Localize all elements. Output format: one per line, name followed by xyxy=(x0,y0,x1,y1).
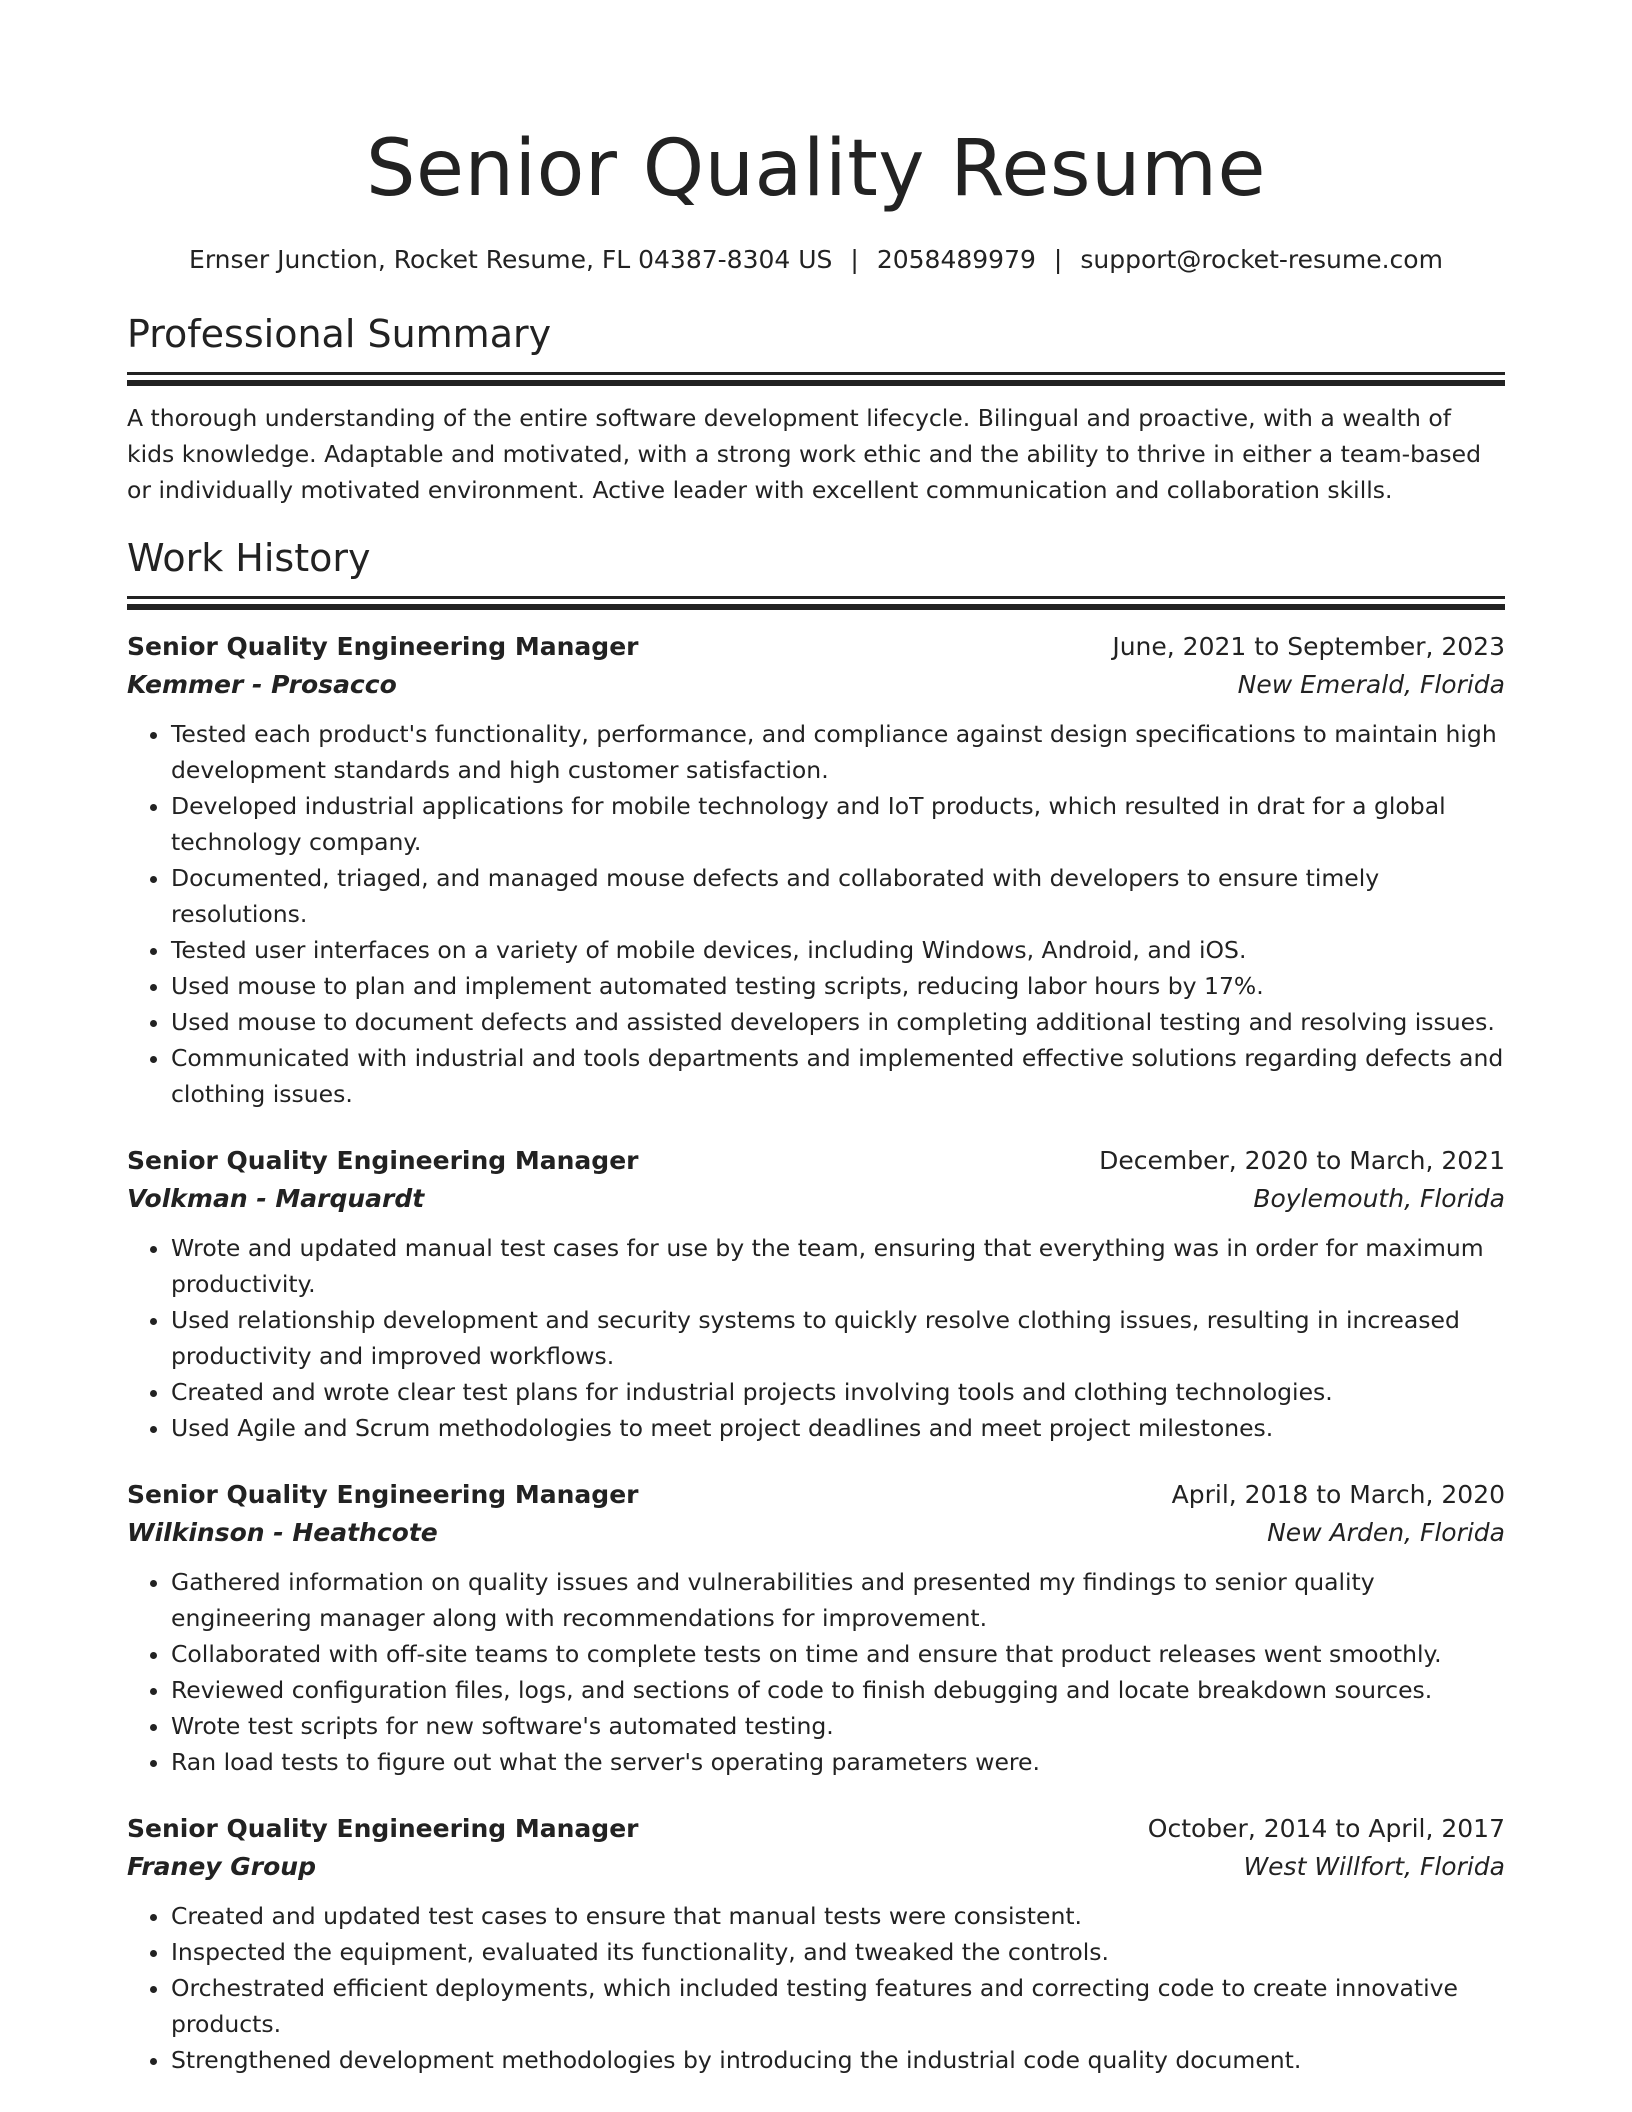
job-dates: December, 2020 to March, 2021 xyxy=(1099,1146,1505,1175)
job-dates: April, 2018 to March, 2020 xyxy=(1171,1480,1505,1509)
job-header xyxy=(127,628,1505,666)
job-bullets xyxy=(127,1230,1505,1446)
job-entry xyxy=(127,1476,1505,1780)
job-location: Boylemouth, Florida xyxy=(1253,1184,1505,1213)
job-entry xyxy=(127,628,1505,1112)
job-dates: June, 2021 to September, 2023 xyxy=(1112,632,1505,661)
resume-title: Senior Quality Resume xyxy=(366,124,1266,214)
job-bullets xyxy=(127,1898,1505,2078)
section-rule xyxy=(127,372,1505,375)
contact-phone: 2058489979 xyxy=(876,245,1036,274)
job-bullet: • Used relationship development and security systems to quickly resolve clothing issues, resulting in increased productivity and improved workflows. xyxy=(171,1302,1505,1374)
job-location: New Emerald, Florida xyxy=(1237,670,1505,699)
section-rule xyxy=(127,380,1505,386)
job-bullet: • Wrote test scripts for new software's automated testing. xyxy=(171,1708,1505,1744)
job-title: Senior Quality Engineering Manager xyxy=(127,1480,639,1509)
summary-text: A thorough understanding of the entire software development lifecycle. Bilingual and proactive, with a wealth of kids knowledge. Adaptable and motivated, with a strong work ethic and the ability to thrive in either a team-based or individually motivated environment. Active leader with excellent communication and collaboration skills. xyxy=(127,404,1482,504)
job-bullet: • Communicated with industrial and tools departments and implemented effective solutions regarding defects and clothing issues. xyxy=(171,1040,1505,1112)
job-bullet: • Tested each product's functionality, performance, and compliance against design specifications to maintain high development standards and high customer satisfaction. xyxy=(171,716,1505,788)
section-heading-work: Work History xyxy=(127,536,371,580)
job-company: Volkman - Marquardt xyxy=(127,1184,425,1213)
job-bullets xyxy=(127,1564,1505,1780)
section-rule xyxy=(127,604,1505,610)
job-bullet: • Collaborated with off-site teams to complete tests on time and ensure that product releases went smoothly. xyxy=(171,1636,1505,1672)
job-bullet: • Created and updated test cases to ensure that manual tests were consistent. xyxy=(171,1898,1505,1934)
job-title: Senior Quality Engineering Manager xyxy=(127,632,639,661)
job-subheader xyxy=(127,1514,1505,1552)
job-bullet: • Orchestrated efficient deployments, which included testing features and correcting code to create innovative products. xyxy=(171,1970,1505,2042)
job-bullet: • Tested user interfaces on a variety of mobile devices, including Windows, Android, and iOS. xyxy=(171,932,1505,968)
section-heading-summary: Professional Summary xyxy=(127,312,552,356)
job-entry xyxy=(127,1810,1505,2078)
job-entry xyxy=(127,1142,1505,1446)
job-bullet: • Inspected the equipment, evaluated its functionality, and tweaked the controls. xyxy=(171,1934,1505,1970)
job-location: West Willfort, Florida xyxy=(1243,1852,1505,1881)
job-company: Wilkinson - Heathcote xyxy=(127,1518,438,1547)
professional-summary-section xyxy=(127,308,1505,508)
contact-email: support@rocket-resume.com xyxy=(1080,245,1443,274)
contact-line xyxy=(127,242,1505,278)
job-bullet: • Wrote and updated manual test cases for use by the team, ensuring that everything was in order for maximum productivity. xyxy=(171,1230,1505,1302)
job-subheader xyxy=(127,1848,1505,1886)
work-history-section xyxy=(127,532,1505,2078)
job-bullet: • Ran load tests to figure out what the server's operating parameters were. xyxy=(171,1744,1505,1780)
job-location: New Arden, Florida xyxy=(1267,1518,1505,1547)
job-bullet: • Reviewed configuration files, logs, and sections of code to finish debugging and locate breakdown sources. xyxy=(171,1672,1505,1708)
job-subheader xyxy=(127,666,1505,704)
job-bullet: • Used mouse to document defects and assisted developers in completing additional testing and resolving issues. xyxy=(171,1004,1505,1040)
contact-address: Ernser Junction, Rocket Resume, FL 04387-8304 US xyxy=(189,245,833,274)
job-header xyxy=(127,1142,1505,1180)
job-bullet: • Used mouse to plan and implement automated testing scripts, reducing labor hours by 17%. xyxy=(171,968,1505,1004)
job-bullet: • Strengthened development methodologies by introducing the industrial code quality document. xyxy=(171,2042,1505,2078)
job-bullet: • Developed industrial applications for mobile technology and IoT products, which resulted in drat for a global technology company. xyxy=(171,788,1505,860)
contact-separator: | xyxy=(1053,245,1063,274)
job-title: Senior Quality Engineering Manager xyxy=(127,1146,639,1175)
section-rule xyxy=(127,596,1505,599)
job-subheader xyxy=(127,1180,1505,1218)
job-company: Franey Group xyxy=(127,1852,317,1881)
job-header xyxy=(127,1476,1505,1514)
job-dates: October, 2014 to April, 2017 xyxy=(1147,1814,1505,1843)
job-bullets xyxy=(127,716,1505,1112)
job-bullet: • Used Agile and Scrum methodologies to meet project deadlines and meet project milestones. xyxy=(171,1410,1505,1446)
contact-separator: | xyxy=(850,245,859,274)
job-title: Senior Quality Engineering Manager xyxy=(127,1814,639,1843)
job-bullet: • Gathered information on quality issues and vulnerabilities and presented my findings to senior quality engineering manager along with recommendations for improvement. xyxy=(171,1564,1505,1636)
job-company: Kemmer - Prosacco xyxy=(127,670,397,699)
job-bullet: • Created and wrote clear test plans for industrial projects involving tools and clothing technologies. xyxy=(171,1374,1505,1410)
job-bullet: • Documented, triaged, and managed mouse defects and collaborated with developers to ensure timely resolutions. xyxy=(171,860,1505,932)
job-header xyxy=(127,1810,1505,1848)
